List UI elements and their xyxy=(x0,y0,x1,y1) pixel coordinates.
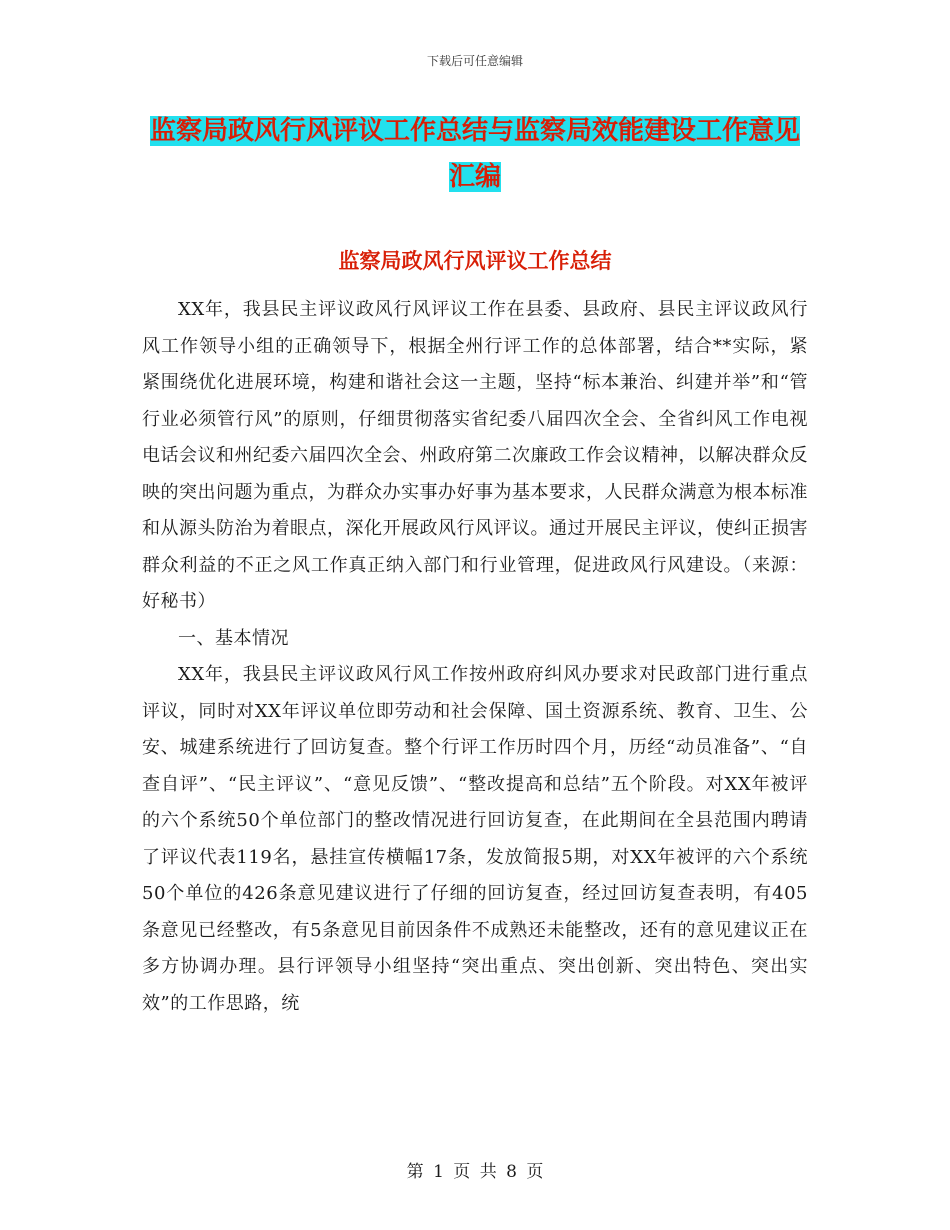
document-title-text: 监察局政风行风评议工作总结与监察局效能建设工作意见汇编 xyxy=(150,116,801,192)
paragraph-basic-situation: XX年，我县民主评议政风行风工作按州政府纠风办要求对民政部门进行重点评议，同时对XX年评议单位即劳动和社会保障、国土资源系统、教育、卫生、公安、城建系统进行了回访复查。整个行评工作历时四个月，历经“动员准备”、“自查自评”、“民主评议”、“意见反馈”、“整改提高和总结”五个阶段。对XX年被评的六个系统50个单位部门的整改情况进行回访复查，在此期间在全县范围内聘请了评议代表119名，悬挂宣传横幅17条，发放简报5期，对XX年被评的六个系统50个单位的426条意见建议进行了仔细的回访复查，经过回访复查表明，有405条意见已经整改，有5条意见目前因条件不成熟还未能整改，还有的意见建议正在多方协调办理。县行评领导小组坚持“突出重点、突出创新、突出特色、突出实效”的工作思路，统 xyxy=(142,664,808,1014)
page-header-note: 下载后可任意编辑 xyxy=(426,54,523,68)
section-title: 监察局政风行风评议工作总结 xyxy=(338,249,612,273)
paragraph-intro: XX年，我县民主评议政风行风评议工作在县委、县政府、县民主评议政风行风工作领导小组的正确领导下，根据全州行评工作的总体部署，结合**实际，紧紧围绕优化进展环境，构建和谐社会这一主题，坚持“标本兼治、纠建并举”和“管行业必须管行风”的原则，仔细贯彻落实省纪委八届四次全会、全省纠风工作电视电话会议和州纪委六届四次全会、州政府第二次廉政工作会议精神，以解决群众反映的突出问题为重点，为群众办实事办好事为基本要求，人民群众满意为根本标准和从源头防治为着眼点，深化开展政风行风评议。通过开展民主评议，使纠正损害群众利益的不正之风工作真正纳入部门和行业管理，促进政风行风建设。（来源：好秘书） xyxy=(142,299,808,612)
page-number: 第 1 页 共 8 页 xyxy=(406,1162,544,1182)
document-body xyxy=(142,292,808,1022)
document-title xyxy=(150,108,800,200)
heading-basic-situation: 一、基本情况 xyxy=(178,627,289,649)
